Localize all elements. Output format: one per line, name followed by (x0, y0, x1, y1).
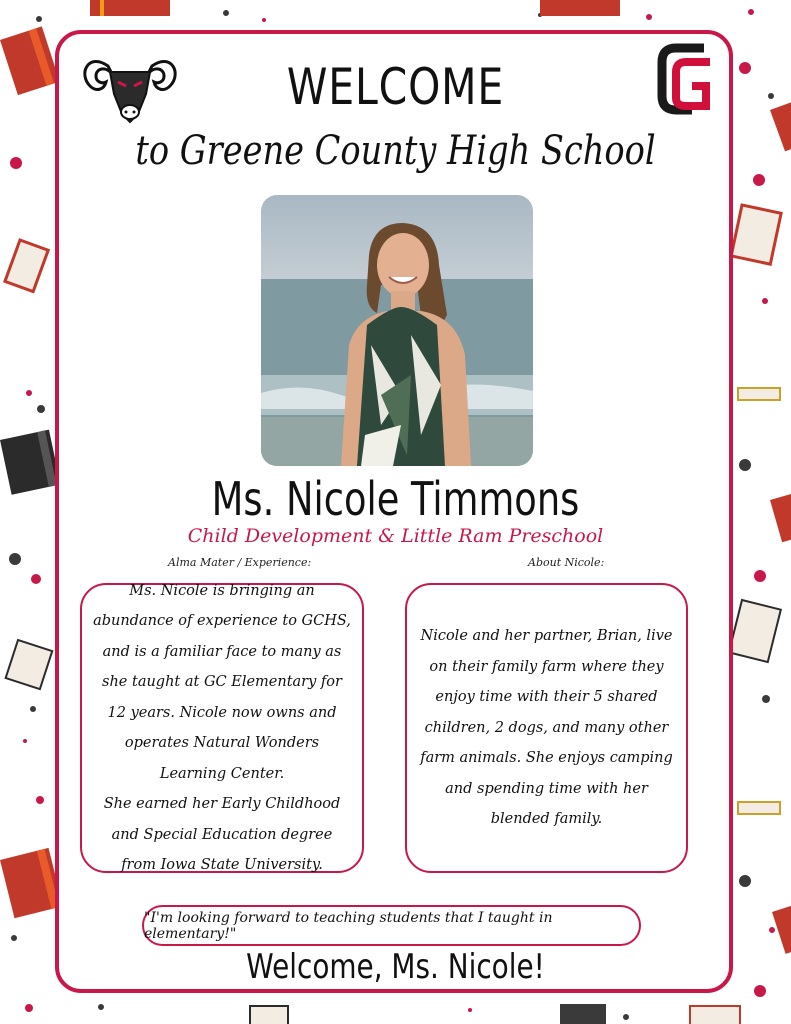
about-label: About Nicole: (528, 556, 605, 569)
teacher-role: Child Development & Little Ram Preschool (187, 525, 604, 547)
education-text: She earned her Early Childhood and Special Education degree from Iowa State University. (103, 796, 341, 873)
closing-message: Welcome, Ms. Nicole! (246, 947, 545, 987)
school-subtitle: to Greene County High School (135, 128, 656, 174)
about-text: Nicole and her partner, Brian, live on their family farm where they enjoy time with their 5 shared children, 2 dogs, and many other farm animals. She enjoys camping and spending time with her blended family. (420, 628, 673, 828)
welcome-title: WELCOME (286, 58, 505, 116)
teacher-name: Ms. Nicole Timmons (211, 472, 580, 526)
about-box (405, 583, 688, 873)
experience-box (80, 583, 364, 873)
experience-text: Ms. Nicole is bringing an abundance of experience to GCHS, and is a familiar face to many as she taught at GC Elementary for 12 years. Nicole now owns and operates Natural Wonders Learning Center. (93, 582, 351, 782)
teacher-photo (261, 195, 533, 466)
experience-label: Alma Mater / Experience: (168, 556, 312, 569)
teacher-quote: "I'm looking forward to teaching students that I taught in elementary!" (142, 905, 641, 946)
